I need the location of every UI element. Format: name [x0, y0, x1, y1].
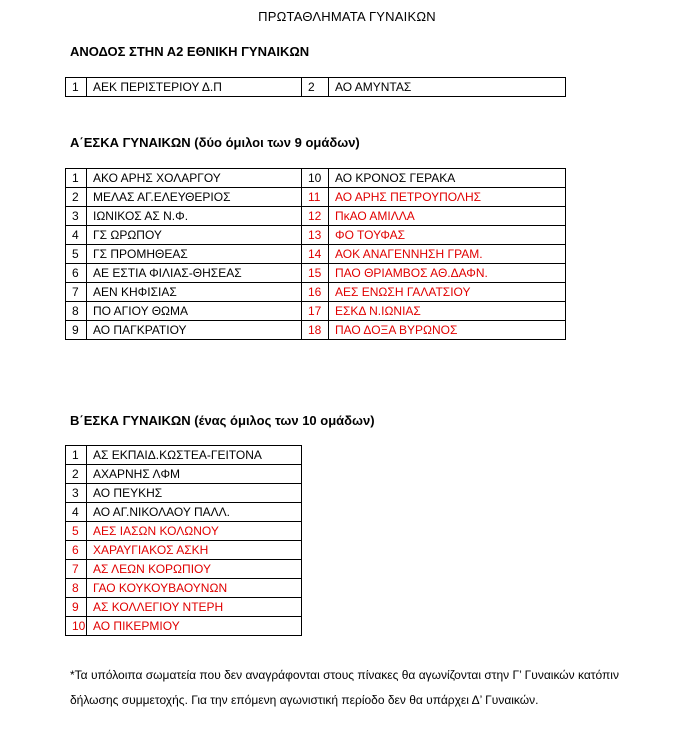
team-number: 5	[66, 522, 87, 541]
team-name: ΕΣΚΔ Ν.ΙΩΝΙΑΣ	[329, 302, 566, 321]
team-name: ΑΕ ΕΣΤΙΑ ΦΙΛΙΑΣ-ΘΗΣΕΑΣ	[87, 264, 302, 283]
table-row	[66, 446, 302, 465]
team-name: ΑΟ ΠΙΚΕΡΜΙΟΥ	[87, 617, 302, 636]
b-eska-heading: Β΄ΕΣΚΑ ΓΥΝΑΙΚΩΝ (ένας όμιλος των 10 ομάδων)	[70, 413, 375, 428]
team-name: ΑΣ ΛΕΩΝ ΚΟΡΩΠΙΟΥ	[87, 560, 302, 579]
team-number: 2	[66, 465, 87, 484]
team-number: 8	[66, 579, 87, 598]
team-name: ΑΕΣ ΕΝΩΣΗ ΓΑΛΑΤΣΙΟΥ	[329, 283, 566, 302]
a-eska-heading: Α΄ΕΣΚΑ ΓΥΝΑΙΚΩΝ (δύο όμιλοι των 9 ομάδων)	[70, 135, 360, 150]
team-number: 3	[66, 207, 87, 226]
team-name: ΑΟ ΑΜΥΝΤΑΣ	[329, 78, 566, 97]
team-name: ΠΑΟ ΔΟΞΑ ΒΥΡΩΝΟΣ	[329, 321, 566, 340]
table-row	[66, 503, 302, 522]
team-number: 8	[66, 302, 87, 321]
team-name: ΑΟ ΑΡΗΣ ΠΕΤΡΟΥΠΟΛΗΣ	[329, 188, 566, 207]
team-number: 17	[302, 302, 329, 321]
team-name: ΑΕΝ ΚΗΦΙΣΙΑΣ	[87, 283, 302, 302]
team-number: 5	[66, 245, 87, 264]
team-name: ΑΟ ΠΕΥΚΗΣ	[87, 484, 302, 503]
team-number: 18	[302, 321, 329, 340]
table-row	[66, 78, 566, 97]
team-number: 16	[302, 283, 329, 302]
team-number: 12	[302, 207, 329, 226]
document-title: ΠΡΩΤΑΘΛΗΜΑΤΑ ΓΥΝΑΙΚΩΝ	[258, 9, 436, 24]
team-name: ΑΕΚ ΠΕΡΙΣΤΕΡΙΟΥ Δ.Π	[87, 78, 302, 97]
team-number: 4	[66, 226, 87, 245]
table-row	[66, 598, 302, 617]
table-row	[66, 264, 566, 283]
team-name: ΑΣ ΚΟΛΛΕΓΙΟΥ ΝΤΕΡΗ	[87, 598, 302, 617]
table-row	[66, 302, 566, 321]
team-name: ΑΚΟ ΑΡΗΣ ΧΟΛΑΡΓΟΥ	[87, 169, 302, 188]
team-name: ΑΟ ΚΡΟΝΟΣ ΓΕΡΑΚΑ	[329, 169, 566, 188]
team-number: 7	[66, 283, 87, 302]
table-row	[66, 541, 302, 560]
footnote: *Τα υπόλοιπα σωματεία που δεν αναγράφονται στους πίνακες θα αγωνίζονται στην Γ’ Γυναικών κατόπιν δήλωσης συμμετοχής. Για την επόμενη αγωνιστική περίοδο δεν θα υπάρχει Δ’ Γυναικών.	[70, 668, 619, 707]
table-row	[66, 245, 566, 264]
team-name: ΠΟ ΑΓΙΟΥ ΘΩΜΑ	[87, 302, 302, 321]
table-row	[66, 283, 566, 302]
table-row	[66, 465, 302, 484]
team-number: 14	[302, 245, 329, 264]
promotion-table	[65, 77, 566, 97]
table-row	[66, 579, 302, 598]
b-eska-table	[65, 445, 302, 636]
team-number: 11	[302, 188, 329, 207]
team-number: 2	[302, 78, 329, 97]
team-name: ΙΩΝΙΚΟΣ ΑΣ Ν.Φ.	[87, 207, 302, 226]
table-row	[66, 522, 302, 541]
team-name: ΑΟ ΠΑΓΚΡΑΤΙΟΥ	[87, 321, 302, 340]
team-name: ΓΑΟ ΚΟΥΚΟΥΒΑΟΥΝΩΝ	[87, 579, 302, 598]
team-name: ΑΧΑΡΝΗΣ ΛΦΜ	[87, 465, 302, 484]
team-number: 6	[66, 264, 87, 283]
table-row	[66, 169, 566, 188]
team-name: ΦΟ ΤΟΥΦΑΣ	[329, 226, 566, 245]
team-number: 1	[66, 78, 87, 97]
team-number: 10	[302, 169, 329, 188]
table-row	[66, 207, 566, 226]
team-name: ΓΣ ΠΡΟΜΗΘΕΑΣ	[87, 245, 302, 264]
team-number: 1	[66, 169, 87, 188]
table-row	[66, 617, 302, 636]
table-row	[66, 484, 302, 503]
table-row	[66, 226, 566, 245]
team-number: 15	[302, 264, 329, 283]
table-row	[66, 188, 566, 207]
team-name: ΠκΑΟ ΑΜΙΛΛΑ	[329, 207, 566, 226]
team-number: 4	[66, 503, 87, 522]
team-number: 9	[66, 321, 87, 340]
team-number: 13	[302, 226, 329, 245]
table-row	[66, 321, 566, 340]
team-name: ΠΑΟ ΘΡΙΑΜΒΟΣ ΑΘ.ΔΑΦΝ.	[329, 264, 566, 283]
team-number: 1	[66, 446, 87, 465]
team-number: 2	[66, 188, 87, 207]
team-name: ΑΟΚ ΑΝΑΓΕΝΝΗΣΗ ΓΡΑΜ.	[329, 245, 566, 264]
team-name: ΓΣ ΩΡΩΠΟΥ	[87, 226, 302, 245]
team-number: 9	[66, 598, 87, 617]
team-name: ΑΟ ΑΓ.ΝΙΚΟΛΑΟΥ ΠΑΛΛ.	[87, 503, 302, 522]
team-number: 7	[66, 560, 87, 579]
promotion-heading: ΑΝΟΔΟΣ ΣΤΗΝ Α2 ΕΘΝΙΚΗ ΓΥΝΑΙΚΩΝ	[70, 44, 310, 59]
team-number: 10	[66, 617, 87, 636]
team-name: ΜΕΛΑΣ ΑΓ.ΕΛΕΥΘΕΡΙΟΣ	[87, 188, 302, 207]
a-eska-table	[65, 168, 566, 340]
team-name: ΧΑΡΑΥΓΙΑΚΟΣ ΑΣΚΗ	[87, 541, 302, 560]
table-row	[66, 560, 302, 579]
team-number: 6	[66, 541, 87, 560]
team-number: 3	[66, 484, 87, 503]
team-name: ΑΕΣ ΙΑΣΩΝ ΚΟΛΩΝΟΥ	[87, 522, 302, 541]
team-name: ΑΣ ΕΚΠΑΙΔ.ΚΩΣΤΕΑ-ΓΕΙΤΟΝΑ	[87, 446, 302, 465]
